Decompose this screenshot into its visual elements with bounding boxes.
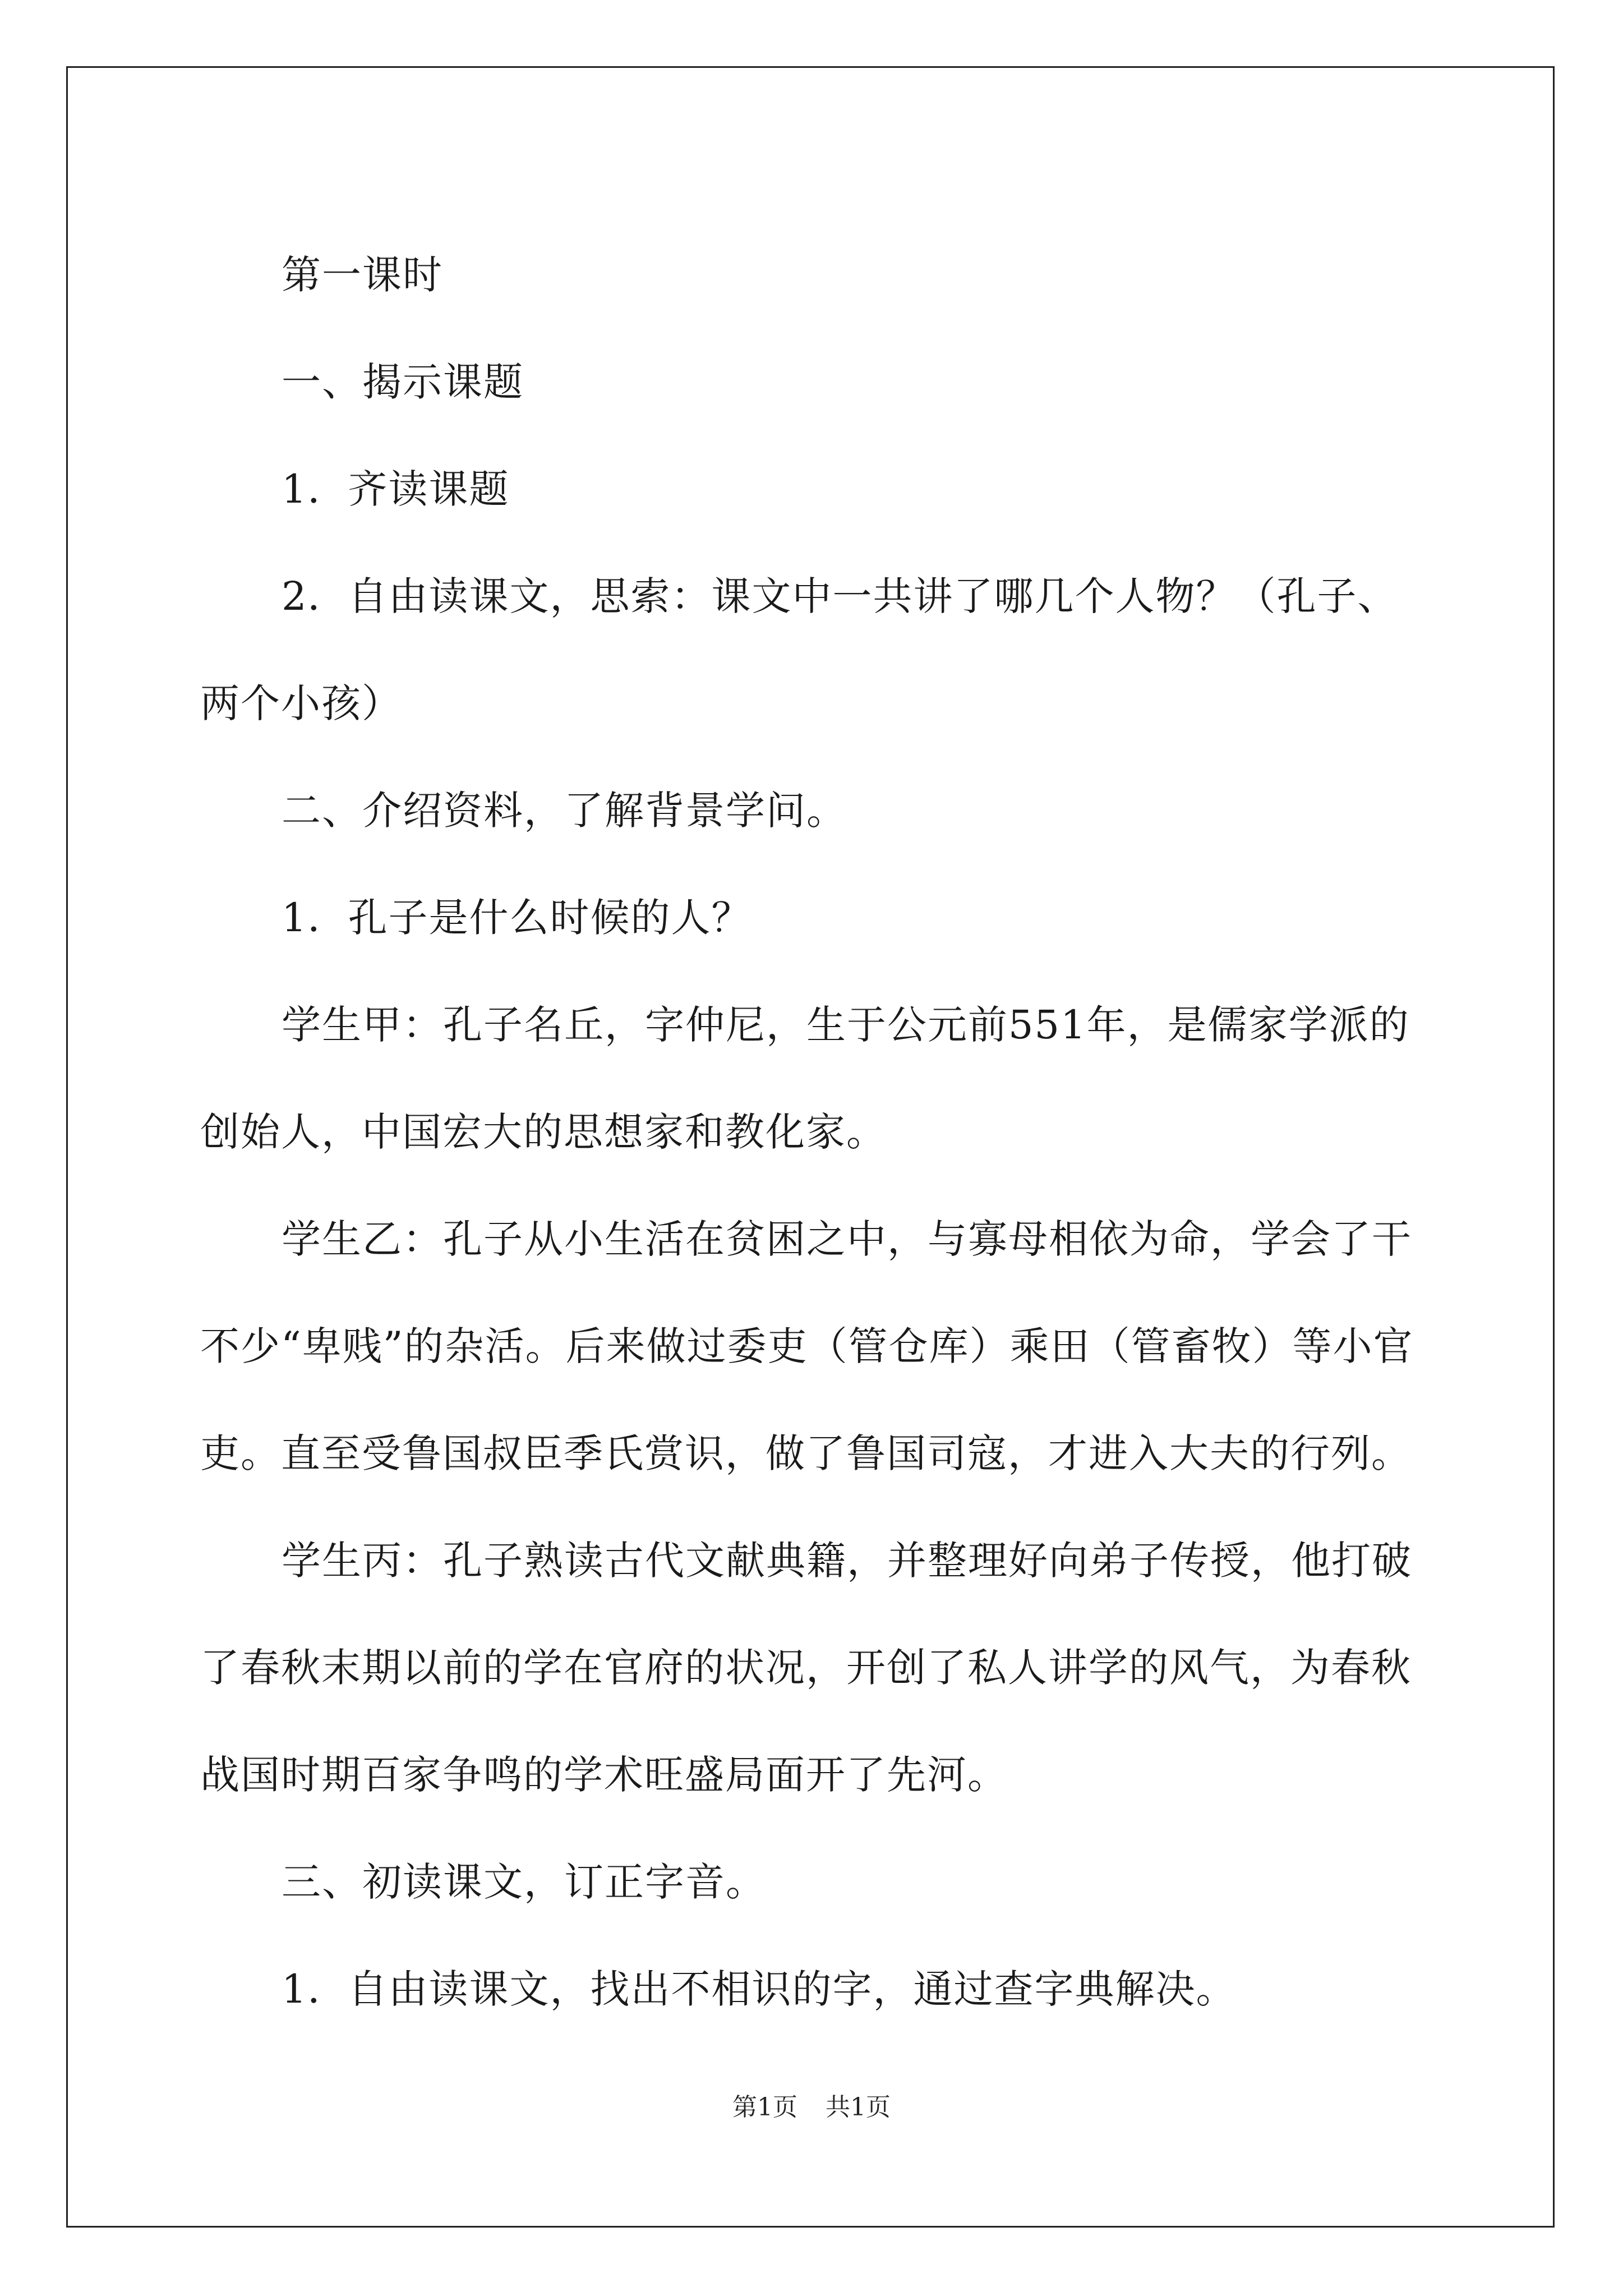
list-item: 1．齐读课题 — [282, 466, 510, 512]
section-heading-2: 二、介绍资料，了解背景学问。 — [282, 788, 847, 834]
document-body — [200, 222, 1434, 2043]
list-item: 2．自由读课文，思索：课文中一共讲了哪几个人物？（孔子、两个小孩） — [200, 573, 1398, 726]
page-footer — [0, 2087, 1623, 2123]
student-answer: 学生乙：孔子从小生活在贫困之中，与寡母相依为命，学会了干不少“卑贱”的杂活。后来做过委吏（管仓库）乘田（管畜牧）等小官吏。直至受鲁国叔臣季氏赏识，做了鲁国司寇，才进入大夫的行列。 — [200, 1216, 1414, 1476]
page-number-current: 第1页 — [732, 2093, 797, 2122]
student-answer: 学生甲：孔子名丘，字仲尼，生于公元前551年，是儒家学派的创始人，中国宏大的思想家和教化家。 — [200, 1002, 1410, 1155]
list-item: 1．自由读课文，找出不相识的字，通过查字典解决。 — [282, 1966, 1237, 2012]
lesson-period-heading: 第一课时 — [282, 252, 443, 298]
student-answer: 学生丙：孔子熟读古代文献典籍，并整理好向弟子传授，他打破了春秋末期以前的学在官府的状况，开创了私人讲学的风气，为春秋战国时期百家争鸣的学术旺盛局面开了先河。 — [200, 1538, 1412, 1798]
page-number-total: 共1页 — [826, 2093, 891, 2122]
section-heading-3: 三、初读课文，订正字音。 — [282, 1859, 766, 1905]
list-item: 1．孔子是什么时候的人？ — [282, 895, 752, 941]
section-heading-1: 一、揭示课题 — [282, 359, 524, 405]
